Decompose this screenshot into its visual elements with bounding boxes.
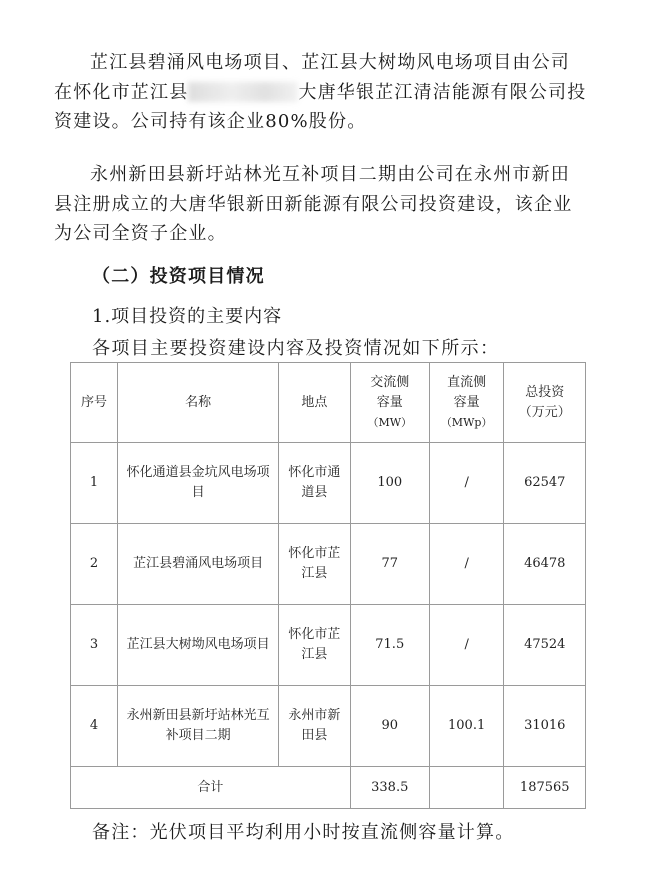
cell-ac: 77 (350, 524, 429, 605)
table-row (71, 524, 586, 605)
cell-dc: / (429, 524, 504, 605)
paragraph-1-line-2a: 在怀化市芷江县 (54, 81, 189, 103)
investment-table (70, 362, 586, 809)
paragraph-2-line-3: 为公司全资子企业。 (54, 223, 227, 244)
footnote: 备注：光伏项目平均利用小时按直流侧容量计算。 (92, 822, 515, 843)
table-row (71, 605, 586, 686)
cell-location: 怀化市芷江县 (279, 605, 351, 686)
total-label: 合计 (71, 767, 351, 809)
cell-ac: 90 (350, 686, 429, 767)
table-row (71, 443, 586, 524)
header-ac-line-2: 容量 (376, 394, 403, 410)
cell-investment: 31016 (504, 686, 586, 767)
cell-no: 1 (71, 443, 118, 524)
subheading: 1.项目投资的主要内容 (92, 306, 283, 327)
total-ac: 338.5 (350, 767, 429, 809)
cell-name: 怀化通道县金坑风电场项目 (118, 443, 279, 524)
cell-location: 怀化市芷江县 (279, 524, 351, 605)
cell-no: 3 (71, 605, 118, 686)
cell-no: 2 (71, 524, 118, 605)
cell-no: 4 (71, 686, 118, 767)
cell-ac: 71.5 (350, 605, 429, 686)
paragraph-2-line-2: 县注册成立的大唐华银新田新能源有限公司投资建设，该企业 (54, 193, 573, 215)
paragraph-1-line-2b: 大唐华银芷江清洁能源有限公司投 (298, 81, 587, 103)
table-header-row (71, 363, 586, 443)
cell-dc: / (429, 443, 504, 524)
header-dc-line-2: 容量 (453, 394, 480, 410)
cell-location: 怀化市通道县 (279, 443, 351, 524)
header-location: 地点 (279, 363, 351, 443)
header-investment (504, 363, 586, 443)
header-ac-line-1: 交流侧 (370, 374, 410, 390)
table-intro: 各项目主要投资建设内容及投资情况如下所示： (92, 338, 500, 359)
header-ac-unit: （MW） (367, 415, 413, 429)
total-investment: 187565 (504, 767, 586, 809)
total-dc (429, 767, 504, 809)
header-ac-capacity (350, 363, 429, 443)
paragraph-1 (54, 48, 614, 137)
cell-name: 芷江县碧涌风电场项目 (118, 524, 279, 605)
cell-ac: 100 (350, 443, 429, 524)
header-no: 序号 (71, 363, 118, 443)
section-heading: （二）投资项目情况 (92, 266, 265, 287)
header-dc-unit: （MWp） (440, 415, 493, 429)
cell-investment: 62547 (504, 443, 586, 524)
header-inv-unit: （万元） (518, 404, 571, 420)
header-inv-line-1: 总投资 (525, 384, 565, 400)
header-name: 名称 (118, 363, 279, 443)
header-dc-line-1: 直流侧 (447, 374, 487, 390)
cell-investment: 47524 (504, 605, 586, 686)
cell-investment: 46478 (504, 524, 586, 605)
paragraph-2 (54, 160, 614, 249)
cell-dc: 100.1 (429, 686, 504, 767)
cell-location: 永州市新田县 (279, 686, 351, 767)
paragraph-1-line-3: 资建设。公司持有该企业80%股份。 (54, 111, 367, 132)
table-row (71, 686, 586, 767)
header-dc-capacity (429, 363, 504, 443)
table-total-row (71, 767, 586, 809)
cell-name: 芷江县大树坳风电场项目 (118, 605, 279, 686)
paragraph-1-line-1: 芷江县碧涌风电场项目、芷江县大树坳风电场项目由公司 (90, 52, 570, 73)
cell-name: 永州新田县新圩站林光互补项目二期 (118, 686, 279, 767)
paragraph-2-line-1: 永州新田县新圩站林光互补项目二期由公司在永州市新田 (90, 164, 570, 185)
redacted-text (188, 82, 298, 102)
cell-dc: / (429, 605, 504, 686)
